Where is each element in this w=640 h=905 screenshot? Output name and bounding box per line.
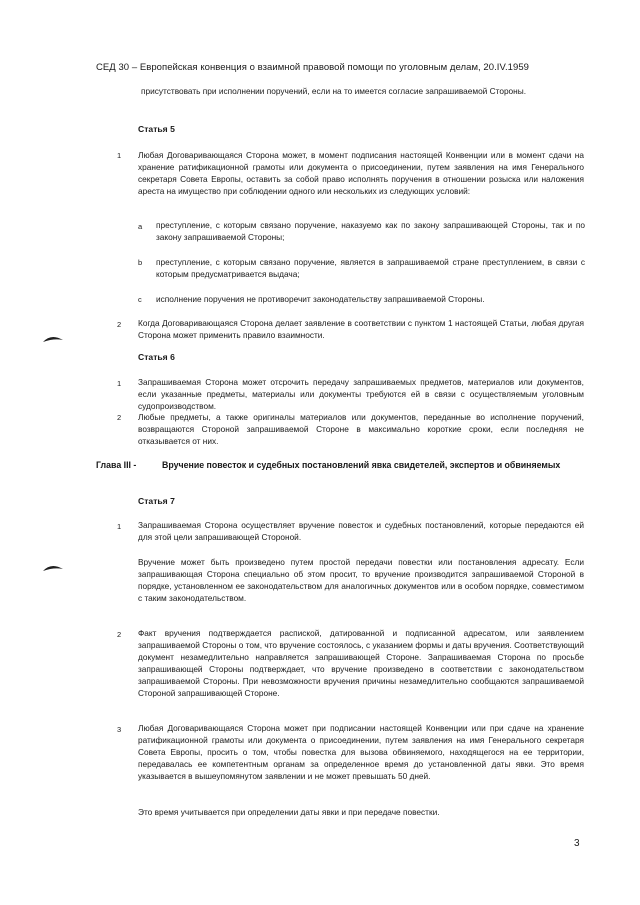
- article-7-heading: Статья 7: [138, 496, 175, 506]
- article-5-heading: Статья 5: [138, 124, 175, 134]
- page-number: 3: [574, 838, 580, 849]
- article-7-point-3-number: 3: [117, 725, 122, 734]
- running-header: СЕД 30 – Европейская конвенция о взаимной правовой помощи по уголовным делам, 20.IV.1959: [96, 62, 529, 73]
- article-5-point-2: Когда Договаривающаяся Сторона делает заявление в соответствии с пунктом 1 настоящей Статьи, любая другая Сторона может применить правило взаимности.: [138, 318, 584, 341]
- article-5-item-b: преступление, с которым связано поручение, является в запрашиваемой стране преступлением, в связи с которым предусматривается выдача;: [156, 257, 585, 280]
- article-5-point-2-number: 2: [117, 320, 122, 329]
- article-7-point-3: Любая Договаривающаяся Сторона может при подписании настоящей Конвенции или при сдаче на хранение ратификационной грамоты или документа о присоединении, путем заявления на имя Генерального секретаря Совета Европы, просить о том, чтобы повестка для вызова обвиняемого, находящегося на ее территории, передавалась ее компетентным органам за определенное время до установленной даты явки. Это время указывается в вышеупомянутом заявлении и не может превышать 50 дней.: [138, 723, 584, 782]
- article-5-item-a-letter: a: [138, 222, 143, 231]
- article-7-point-3-continuation: Это время учитывается при определении даты явки и при передаче повестки.: [138, 807, 440, 817]
- continuation-paragraph: присутствовать при исполнении поручений, если на то имеется согласие запрашиваемой Стороны.: [141, 86, 527, 96]
- article-5-item-a: преступление, с которым связано поручение, наказуемо как по закону запрашивающей Стороны, так и по закону запрашиваемой Стороны;: [156, 220, 585, 243]
- article-5-point-1: Любая Договаривающаяся Сторона может, в момент подписания настоящей Конвенции или в момент сдачи на хранение ратификационной грамоты или документа о присоединении, путем заявления на имя Генерального секретаря Совета Европы, оставить за собой право исполнять поручения в отношении розыска или наложения ареста на имущество при соблюдении одного или нескольких из следующих условий:: [138, 150, 584, 197]
- article-5-item-c: исполнение поручения не противоречит законодательству запрашиваемой Стороны.: [156, 294, 485, 304]
- article-5-item-b-letter: b: [138, 258, 143, 267]
- margin-mark-icon: [42, 563, 64, 573]
- article-7-point-1-number: 1: [117, 522, 122, 531]
- article-6-point-2-number: 2: [117, 413, 122, 422]
- article-6-heading: Статья 6: [138, 352, 175, 362]
- article-7-point-1: Запрашиваемая Сторона осуществляет вручение повесток и судебных постановлений, которые передаются ей для этой цели запрашивающей Стороной.: [138, 520, 584, 543]
- margin-mark-icon: [42, 334, 64, 344]
- article-6-point-1-number: 1: [117, 379, 122, 388]
- article-5-item-c-letter: c: [138, 295, 142, 304]
- article-5-point-1-number: 1: [117, 151, 122, 160]
- article-7-point-1-continuation: Вручение может быть произведено путем простой передачи повестки или постановления адресату. Если запрашивающая Сторона специально об этом просит, то вручение производится запрашиваемой Стороной в порядке, установленном ее законодательством для аналогичных документов или в особом порядке, совместимом с таким законодательством.: [138, 557, 584, 604]
- article-7-point-2: Факт вручения подтверждается распиской, датированной и подписанной адресатом, или заявлением запрашиваемой Стороны о том, что вручение состоялось, с указанием формы и даты вручения. Соответствующий документ незамедлительно направляется запрашивающей Стороне. Запрашиваемая Сторона по просьбе запрашивающей Стороны подтверждает, что вручение произведено в соответствии с законодательством запрашиваемой Стороны. При невозможности вручения причины незамедлительно сообщаются запрашиваемой Стороной запрашивающей Стороне.: [138, 628, 584, 699]
- article-7-point-2-number: 2: [117, 630, 122, 639]
- article-6-point-1: Запрашиваемая Сторона может отсрочить передачу запрашиваемых предметов, материалов или документов, если указанные предметы, материалы или документы требуются ей в связи с осуществляемым уголовным судопроизводством.: [138, 377, 584, 412]
- chapter-3-label: Глава III -: [96, 460, 137, 470]
- chapter-3-title: Вручение повесток и судебных постановлений явка свидетелей, экспертов и обвиняемых: [162, 460, 561, 470]
- article-6-point-2: Любые предметы, а также оригиналы материалов или документов, переданные во исполнение поручений, возвращаются Стороной запрашиваемой Стороне в максимально короткие сроки, если последняя не отказывается от них.: [138, 412, 584, 447]
